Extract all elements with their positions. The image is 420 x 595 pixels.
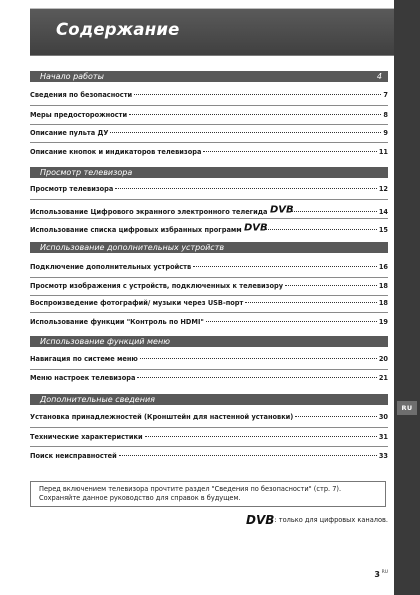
side-strip: [394, 0, 420, 595]
note-line: Сохраняйте данное руководство для справок в будущем.: [39, 494, 241, 502]
dot-leader: [203, 151, 376, 152]
dot-leader: [193, 266, 377, 267]
section-bar: [30, 71, 388, 82]
dvb-legend-text: : только для цифровых каналов.: [274, 515, 388, 524]
language-tab: RU: [397, 401, 417, 415]
toc-page: 19: [378, 318, 388, 326]
section-title: Дополнительные сведения: [40, 395, 155, 404]
divider: [30, 277, 388, 278]
toc-entry[interactable]: [30, 109, 388, 121]
toc-label: Навигация по системе меню: [30, 355, 138, 363]
dot-leader: [206, 321, 377, 322]
section-bar: [30, 336, 388, 347]
svg-text:DVB: DVB: [243, 222, 268, 234]
toc-page: 8: [383, 111, 388, 119]
dot-leader: [266, 229, 377, 230]
section-bar: [30, 242, 388, 253]
section-title: Использование функций меню: [40, 337, 170, 346]
toc-label: Сведения по безопасности: [30, 91, 133, 99]
divider: [30, 427, 388, 428]
dot-leader: [137, 377, 376, 378]
dvb-legend: [244, 513, 388, 526]
section-bar: [30, 394, 388, 405]
section-title: Использование дополнительных устройств: [40, 243, 225, 252]
dot-leader: [140, 358, 377, 359]
toc-page: 11: [378, 148, 388, 156]
toc-label: Установка принадлежностей (Кронштейн для настенной установки): [30, 413, 294, 421]
divider: [30, 369, 388, 370]
dot-leader: [110, 132, 381, 133]
toc-label: Подключение дополнительных устройств: [30, 263, 192, 271]
divider: [30, 312, 388, 313]
toc-page: 15: [378, 226, 388, 234]
dot-leader: [145, 436, 377, 437]
dot-leader: [134, 94, 381, 95]
toc-entry[interactable]: [30, 316, 388, 328]
toc-label: Поиск неисправностей: [30, 452, 117, 460]
toc-label: Воспроизведение фотографий/ музыки через USB-порт: [30, 299, 244, 307]
svg-text:DVB: DVB: [246, 513, 275, 527]
dvb-icon: [243, 221, 268, 234]
dvb-icon: [269, 203, 294, 216]
toc-page: 9: [383, 129, 388, 137]
divider: [30, 295, 388, 296]
toc-label: Меню настроек телевизора: [30, 374, 136, 382]
toc-page: 14: [378, 208, 388, 216]
dot-leader: [245, 302, 376, 303]
toc-entry[interactable]: [30, 203, 388, 215]
toc-label: Описание пульта ДУ: [30, 129, 109, 137]
toc-label: Использование Цифрового экранного электронного телегида: [30, 208, 268, 216]
section-page: 4: [376, 72, 382, 81]
toc-entry[interactable]: [30, 127, 388, 139]
divider: [30, 218, 388, 219]
toc-entry[interactable]: [30, 183, 388, 195]
dot-leader: [292, 211, 377, 212]
section-bar: [30, 167, 388, 178]
toc-label: Использование списка цифровых избранных программ: [30, 226, 242, 234]
toc-entry[interactable]: [30, 411, 388, 423]
toc-entry[interactable]: [30, 261, 388, 273]
divider: [30, 142, 388, 143]
divider: [30, 124, 388, 125]
toc-entry[interactable]: [30, 280, 388, 292]
toc-page: 30: [378, 413, 388, 421]
toc-label: Использование функции "Контроль по HDMI": [30, 318, 204, 326]
toc-label: Просмотр телевизора: [30, 185, 114, 193]
section-title: Начало работы: [40, 72, 104, 81]
divider: [30, 446, 388, 447]
toc-entry[interactable]: [30, 372, 388, 384]
page-number: 3: [374, 570, 380, 579]
page-lang: RU: [381, 570, 388, 575]
toc-page: 18: [378, 282, 388, 290]
toc-page: 18: [378, 299, 388, 307]
section-title: Просмотр телевизора: [40, 168, 133, 177]
toc-label: Меры предосторожности: [30, 111, 128, 119]
toc-entry[interactable]: [30, 431, 388, 443]
toc-label: Описание кнопок и индикаторов телевизора: [30, 148, 202, 156]
toc-page: 16: [378, 263, 388, 271]
toc-page: 33: [378, 452, 388, 460]
note-line: Перед включением телевизора прочтите раздел "Сведения по безопасности" (стр. 7).: [39, 485, 342, 493]
toc-label: Технические характеристики: [30, 433, 143, 441]
note-box: [30, 481, 386, 507]
divider: [30, 105, 388, 106]
toc-page: 12: [378, 185, 388, 193]
dot-leader: [295, 416, 377, 417]
divider: [30, 199, 388, 200]
contents-header: [30, 8, 394, 56]
dot-leader: [285, 285, 377, 286]
dvb-icon: [246, 513, 275, 527]
toc-page: 31: [378, 433, 388, 441]
toc-entry[interactable]: [30, 146, 388, 158]
toc-page: 7: [383, 91, 388, 99]
dot-leader: [119, 455, 377, 456]
toc-entry[interactable]: [30, 221, 388, 233]
svg-text:DVB: DVB: [269, 204, 294, 216]
toc-entry[interactable]: [30, 89, 388, 101]
dot-leader: [129, 114, 381, 115]
page-title: Содержание: [56, 20, 180, 39]
toc-entry[interactable]: [30, 297, 388, 309]
toc-page: 21: [378, 374, 388, 382]
toc-label: Просмотр изображения с устройств, подключенных к телевизору: [30, 282, 284, 290]
toc-page: 20: [378, 355, 388, 363]
dot-leader: [115, 188, 376, 189]
toc-entry[interactable]: [30, 450, 388, 462]
toc-entry[interactable]: [30, 353, 388, 365]
